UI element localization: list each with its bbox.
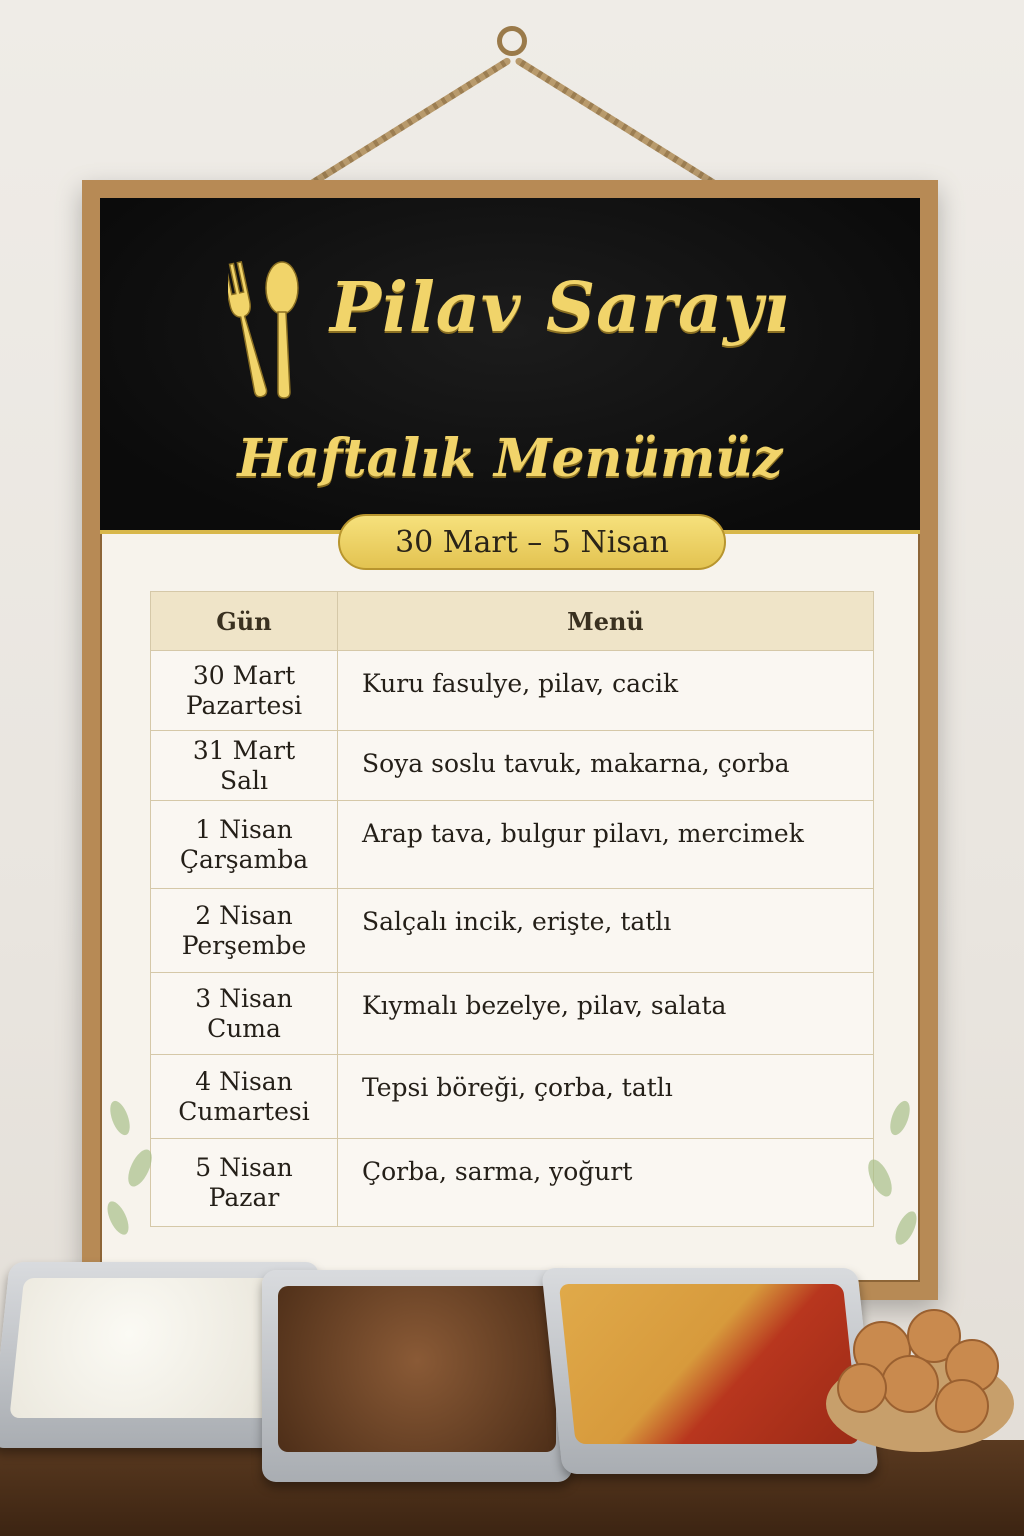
table-row (151, 801, 874, 889)
chickpea-food (559, 1284, 860, 1444)
fork-spoon-icon (228, 252, 308, 402)
restaurant-title: Pilav Sarayı (330, 268, 791, 348)
day-cell: 1 Nisan Çarşamba (151, 801, 338, 889)
rice-food (9, 1278, 302, 1418)
table-row (151, 1055, 874, 1139)
day-cell: 4 Nisan Cumartesi (151, 1055, 338, 1139)
dish-cell: Çorba, sarma, yoğurt (338, 1139, 874, 1227)
table-row (151, 651, 874, 731)
weekly-menu-table (150, 591, 874, 1227)
meat-tray (262, 1270, 572, 1482)
table-row (151, 973, 874, 1055)
table-row (151, 1139, 874, 1227)
dish-cell: Kıymalı bezelye, pilav, salata (338, 973, 874, 1055)
column-header-day: Gün (151, 592, 338, 651)
table-row (151, 889, 874, 973)
day-cell: 31 Mart Salı (151, 731, 338, 801)
day-cell: 3 Nisan Cuma (151, 973, 338, 1055)
leaf-decoration-left (100, 1078, 170, 1278)
table-row (151, 731, 874, 801)
dish-cell: Tepsi böreği, çorba, tatlı (338, 1055, 874, 1139)
bread-basket (822, 1296, 1018, 1456)
date-range-badge: 30 Mart – 5 Nisan (338, 514, 726, 570)
day-cell: 5 Nisan Pazar (151, 1139, 338, 1227)
column-header-menu: Menü (338, 592, 874, 651)
dish-cell: Soya soslu tavuk, makarna, çorba (338, 731, 874, 801)
day-cell: 2 Nisan Perşembe (151, 889, 338, 973)
menu-subtitle: Haftalık Menümüz (237, 428, 783, 489)
dish-cell: Kuru fasulye, pilav, cacik (338, 651, 874, 731)
dish-cell: Salçalı incik, erişte, tatlı (338, 889, 874, 973)
leaf-decoration-right (850, 1078, 930, 1278)
hanging-rope-left (305, 57, 512, 190)
wall-hook (497, 26, 527, 56)
meat-food (278, 1286, 556, 1452)
board-header (100, 198, 920, 534)
dish-cell: Arap tava, bulgur pilavı, mercimek (338, 801, 874, 889)
menu-board (82, 180, 938, 1300)
hanging-rope-right (514, 57, 721, 190)
day-cell: 30 Mart Pazartesi (151, 651, 338, 731)
